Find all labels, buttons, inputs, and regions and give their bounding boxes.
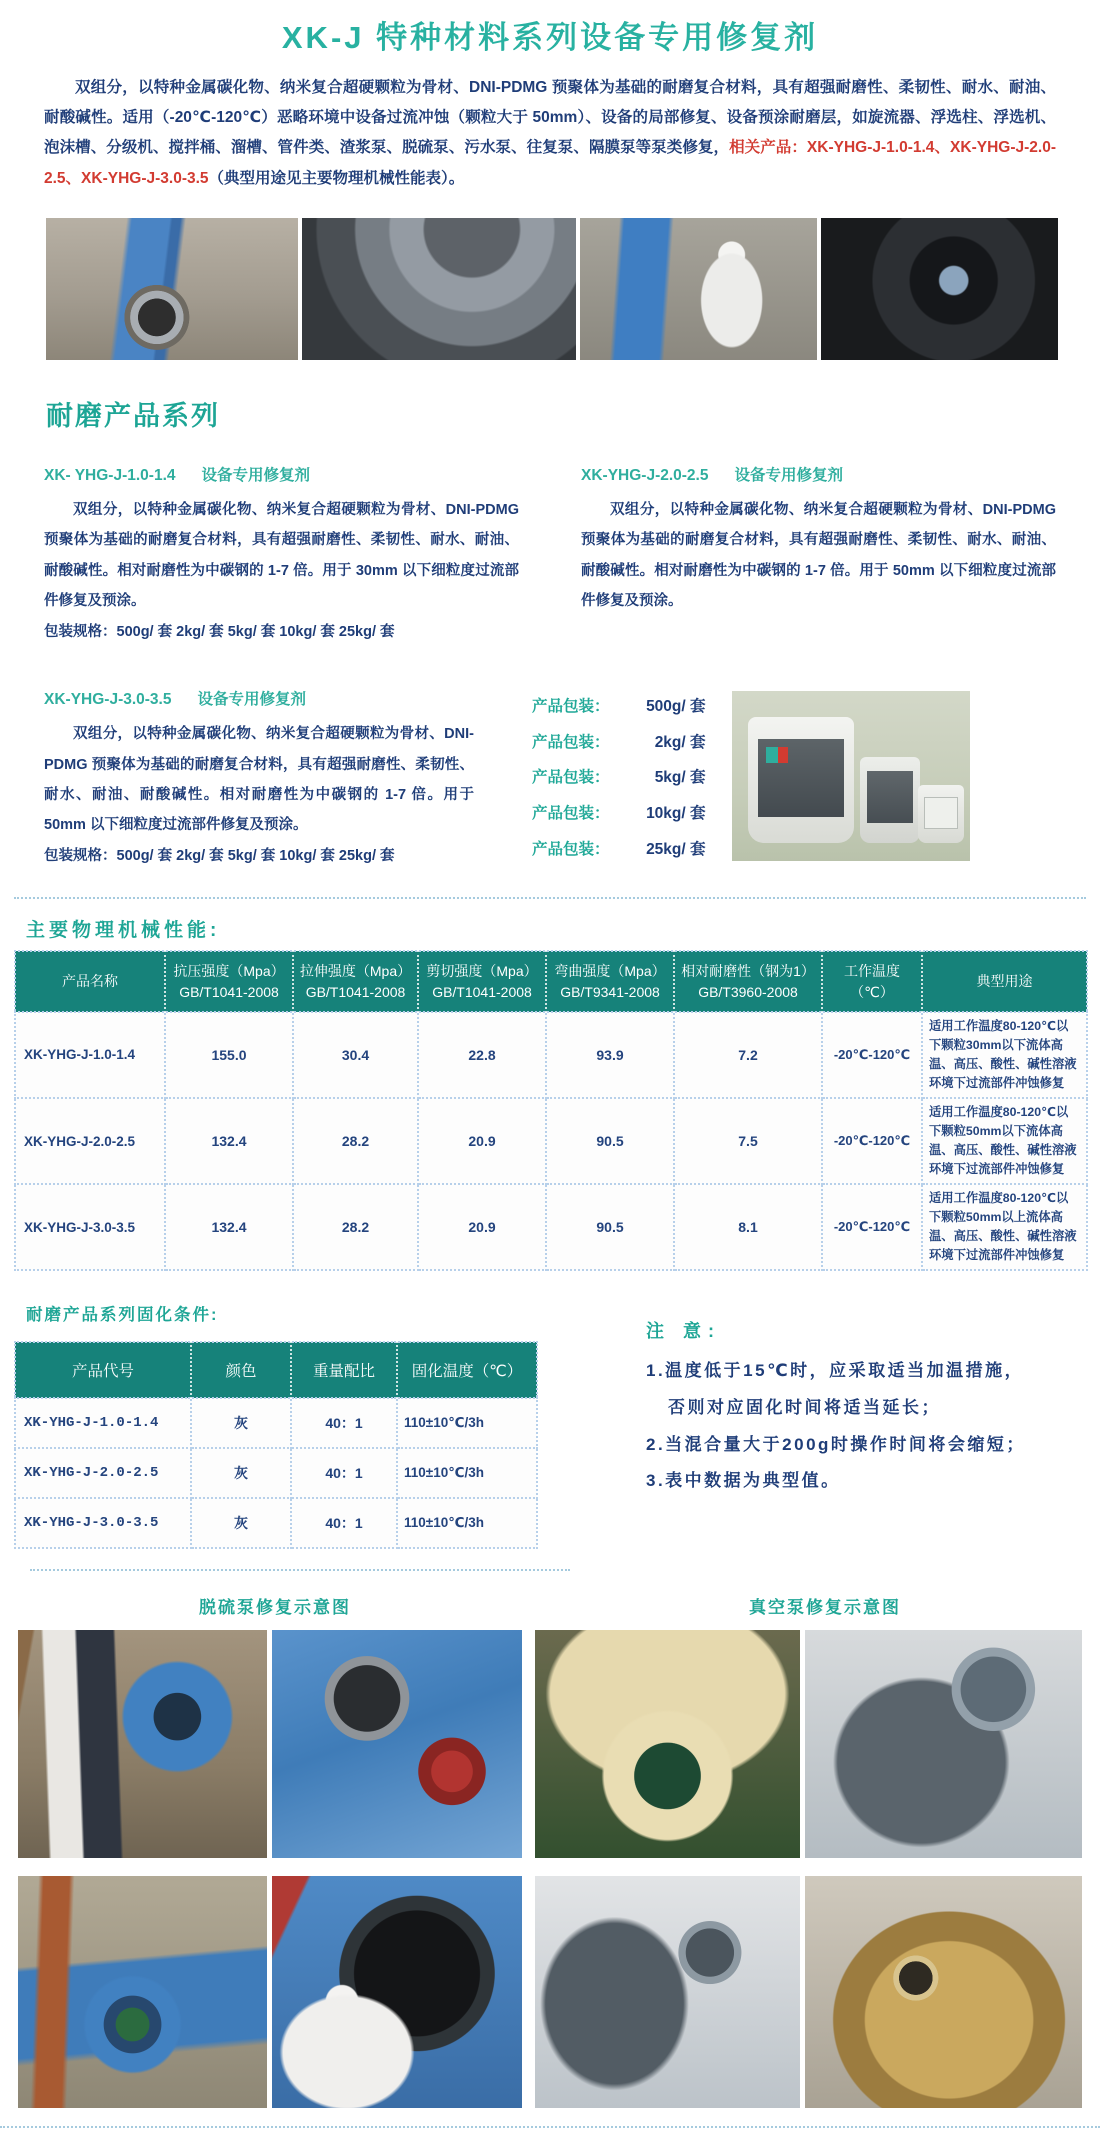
photo-dark-pump-casing [821,218,1058,360]
cell-relative-wear: 7.2 [674,1012,822,1098]
product-1-code: XK- YHG-J-1.0-1.4 [44,466,176,484]
packaging-label: 产品包装： [532,840,610,858]
cell-relative-wear: 8.1 [674,1184,822,1270]
product-buckets-photo [732,691,970,861]
table-row [15,1098,1087,1184]
col-header-compressive-strength: 抗压强度（Mpa） GB/T1041-2008 [165,951,293,1012]
table-row [15,1498,537,1548]
product-2-type: 设备专用修复剂 [734,466,843,484]
product-3-packing-spec: 包装规格：500g/ 套 2kg/ 套 5kg/ 套 10kg/ 套 25kg/ 套 [44,847,395,864]
cell-typical-use: 适用工作温度80-120℃以下颗粒30mm以下流体高温、高压、酸性、碱性溶液环境下过流部件冲蚀修复 [922,1012,1087,1098]
intro-main-text: 双组分，以特种金属碳化物、纳米复合超硬颗粒为骨材、DNI-PDMG 预聚体为基础的耐磨复合材料，具有超强耐磨性、柔韧性、耐水、耐油、耐酸碱性。适用（-20℃-120℃）恶略环境中设备过流冲蚀（颗粒大于 50mm）、设备的局部修复、设备预涂耐磨层，如旋流器、浮选柱、浮选机、泡沫槽、分级机、搅拌桶、溜槽、管件类、渣浆泵、脱硫泵、污水泵、往复泵、隔膜泵等泵类修复， [44,79,1056,157]
col-header-tensile-strength: 拉伸强度（Mpa） GB/T1041-2008 [293,951,418,1012]
cell-tensile: 30.4 [293,1012,418,1098]
col-header-flexural-strength: 弯曲强度（Mpa） GB/T9341-2008 [546,951,674,1012]
product-2-code: XK-YHG-J-2.0-2.5 [581,466,709,484]
cell-shear: 20.9 [418,1098,546,1184]
cell-color: 灰 [191,1498,291,1548]
cell-curing-temp: 110±10℃/3h [397,1448,537,1498]
photo-grid-row-1 [18,1630,1082,1858]
cell-working-temp: -20℃-120℃ [822,1098,922,1184]
photo-desulf-pump-pipework [18,1876,267,2108]
col-header-relative-wear: 相对耐磨性（钢为1） GB/T3960-2008 [674,951,822,1012]
cell-flexural: 90.5 [546,1184,674,1270]
photo-vacuum-gray-casing [805,1630,1082,1858]
packaging-value: 2kg/ 套 [654,733,706,751]
cell-product-code: XK-YHG-J-1.0-1.4 [15,1398,191,1448]
cell-relative-wear: 7.5 [674,1098,822,1184]
cell-compressive: 132.4 [165,1098,293,1184]
cell-working-temp: -20℃-120℃ [822,1184,922,1270]
section-divider [14,897,1086,899]
half-width-divider [30,1569,570,1571]
packaging-label: 产品包装： [532,698,610,716]
curing-section-heading: 耐磨产品系列固化条件: [26,1306,219,1325]
table-row [15,1398,537,1448]
packaging-row [532,796,706,832]
photo-blue-pump-workshop [46,218,298,360]
cell-shear: 22.8 [418,1012,546,1098]
cell-mix-ratio: 40：1 [291,1498,397,1548]
curing-section [14,1297,546,1549]
cell-curing-temp: 110±10℃/3h [397,1398,537,1448]
note-item-2: 2.当混合量大于200g时操作时间将会缩短； [646,1434,1026,1454]
bucket-large-shape [748,717,854,843]
cell-product-code: XK-YHG-J-3.0-3.5 [15,1498,191,1548]
product-3-type: 设备专用修复剂 [197,691,306,709]
note-item-1-continued: 否则对应固化时间将适当延长； [668,1397,941,1417]
photo-grid-row-2 [18,1876,1082,2108]
photo-vacuum-impeller-closeup [535,1876,800,2108]
note-item-3: 3.表中数据为典型值。 [646,1471,841,1491]
product-block-1 [44,463,519,647]
product-1-packing-spec: 包装规格：500g/ 套 2kg/ 套 5kg/ 套 10kg/ 套 25kg/ 套 [44,623,395,640]
bucket-small-label [924,797,958,829]
packaging-list [532,687,706,871]
col-header-working-temp: 工作温度 （℃） [822,951,922,1012]
product-3-heading [44,687,474,709]
cell-working-temp: -20℃-120℃ [822,1012,922,1098]
curing-header-row [15,1342,537,1398]
cell-product-name: XK-YHG-J-2.0-2.5 [15,1098,165,1184]
intro-suffix-text: （典型用途见主要物理机械性能表）。 [208,169,465,187]
col-header-mix-ratio: 重量配比 [291,1342,397,1398]
col-header-curing-temp: 固化温度（℃） [397,1342,537,1398]
photo-desulf-worker-inspecting [272,1876,521,2108]
photo-desulf-casing-red-flange [272,1630,521,1858]
cell-product-name: XK-YHG-J-1.0-1.4 [15,1012,165,1098]
photo-vacuum-cream-casing [535,1630,800,1858]
col-header-product-code: 产品代号 [15,1342,191,1398]
table-row [15,1448,537,1498]
photo-metal-impeller-closeup [302,218,577,360]
col-header-shear-strength: 剪切强度（Mpa） GB/T1041-2008 [418,951,546,1012]
cell-product-code: XK-YHG-J-2.0-2.5 [15,1448,191,1498]
cell-typical-use: 适用工作温度80-120℃以下颗粒50mm以下流体高温、高压、酸性、碱性溶液环境下过流部件冲蚀修复 [922,1098,1087,1184]
packaging-value: 10kg/ 套 [646,804,706,822]
product-2-description: 双组分，以特种金属碳化物、纳米复合超硬颗粒为骨材、DNI-PDMG 预聚体为基础的耐磨复合材料，具有超强耐磨性、柔韧性、耐水、耐油、耐酸碱性。相对耐磨性为中碳钢的 1-7 倍。用于 50mm 以下细粒度过流部件修复及预涂。 [581,501,1056,610]
cell-flexural: 93.9 [546,1012,674,1098]
bucket-medium-label [867,771,913,823]
cell-tensile: 28.2 [293,1184,418,1270]
cell-product-name: XK-YHG-J-3.0-3.5 [15,1184,165,1270]
product-3-description: 双组分，以特种金属碳化物、纳米复合超硬颗粒为骨材、DNI-PDMG 预聚体为基础的耐磨复合材料，具有超强耐磨性、柔韧性、耐水、耐油、耐酸碱性。相对耐磨性为中碳钢的 1-7 倍。用于 50mm 以下细粒度过流部件修复及预涂。 [44,726,474,834]
bucket-small-shape [918,785,964,843]
product-row-2 [44,687,1056,871]
cell-typical-use: 适用工作温度80-120℃以下颗粒50mm以上流体高温、高压、酸性、碱性溶液环境下过流部件冲蚀修复 [922,1184,1087,1270]
packaging-section [494,687,1056,871]
col-header-color: 颜色 [191,1342,291,1398]
cell-mix-ratio: 40：1 [291,1448,397,1498]
curing-table [14,1341,538,1549]
photo-worker-blue-pipe [580,218,817,360]
col-header-product-name: 产品名称 [15,951,165,1012]
product-2-heading [581,463,1056,485]
packaging-row [532,832,706,868]
figure-captions-row [0,1593,1100,1618]
product-block-2 [581,463,1056,647]
cell-color: 灰 [191,1398,291,1448]
product-block-3 [44,687,474,871]
packaging-label: 产品包装： [532,804,610,822]
packaging-value: 5kg/ 套 [654,769,706,787]
cell-color: 灰 [191,1448,291,1498]
packaging-row [532,760,706,796]
bottom-divider [0,2126,1100,2128]
bucket-logo-mark [766,747,788,763]
repair-photo-grid [18,1630,1082,2108]
photo-desulf-worker-blue-pump [18,1630,267,1858]
performance-section-heading: 主要物理机械性能: [26,920,221,942]
cell-compressive: 155.0 [165,1012,293,1098]
caption-desulfurization-pump: 脱硫泵修复示意图 [199,1598,351,1618]
page-title: XK-J 特种材料系列设备专用修复剂 [281,20,819,55]
cell-mix-ratio: 40：1 [291,1398,397,1448]
series-section-heading: 耐磨产品系列 [46,400,220,431]
product-columns [44,463,1056,647]
intro-paragraph [44,73,1056,194]
packaging-label: 产品包装： [532,769,610,787]
bucket-medium-shape [860,757,920,843]
cell-shear: 20.9 [418,1184,546,1270]
product-1-heading [44,463,519,485]
cell-curing-temp: 110±10℃/3h [397,1498,537,1548]
packaging-row [532,689,706,725]
performance-table [14,950,1088,1271]
caption-vacuum-pump: 真空泵修复示意图 [749,1598,901,1618]
product-1-type: 设备专用修复剂 [201,466,311,484]
cell-tensile: 28.2 [293,1098,418,1184]
packaging-value: 500g/ 套 [646,698,706,716]
note-item-1: 1.温度低于15℃时，应采取适当加温措施， [646,1361,1025,1381]
intro-related-products: 相关产品：XK-YHG-J-1.0-1.4、XK-YHG-J-2.0-2.5、XK-YHG-J-3.0-3.5 [44,139,1056,187]
cell-compressive: 132.4 [165,1184,293,1270]
packaging-value: 25kg/ 套 [646,840,706,858]
bucket-large-label [758,739,844,817]
curing-and-notes [14,1297,1086,1549]
col-header-typical-use: 典型用途 [922,951,1087,1012]
product-3-code: XK-YHG-J-3.0-3.5 [44,691,172,709]
performance-header-row [15,951,1087,1012]
table-row [15,1012,1087,1098]
notes-section [546,1297,1086,1549]
photo-vacuum-bronze-casing [805,1876,1082,2108]
packaging-row [532,725,706,761]
packaging-label: 产品包装： [532,733,610,751]
cell-flexural: 90.5 [546,1098,674,1184]
product-1-description: 双组分，以特种金属碳化物、纳米复合超硬颗粒为骨材、DNI-PDMG 预聚体为基础的耐磨复合材料，具有超强耐磨性、柔韧性、耐水、耐油、耐酸碱性。相对耐磨性为中碳钢的 1-7 倍。用于 30mm 以下细粒度过流部件修复及预涂。 [44,501,519,610]
top-photo-strip [46,218,1058,360]
notes-heading: 注 意: [646,1321,721,1342]
table-row [15,1184,1087,1270]
